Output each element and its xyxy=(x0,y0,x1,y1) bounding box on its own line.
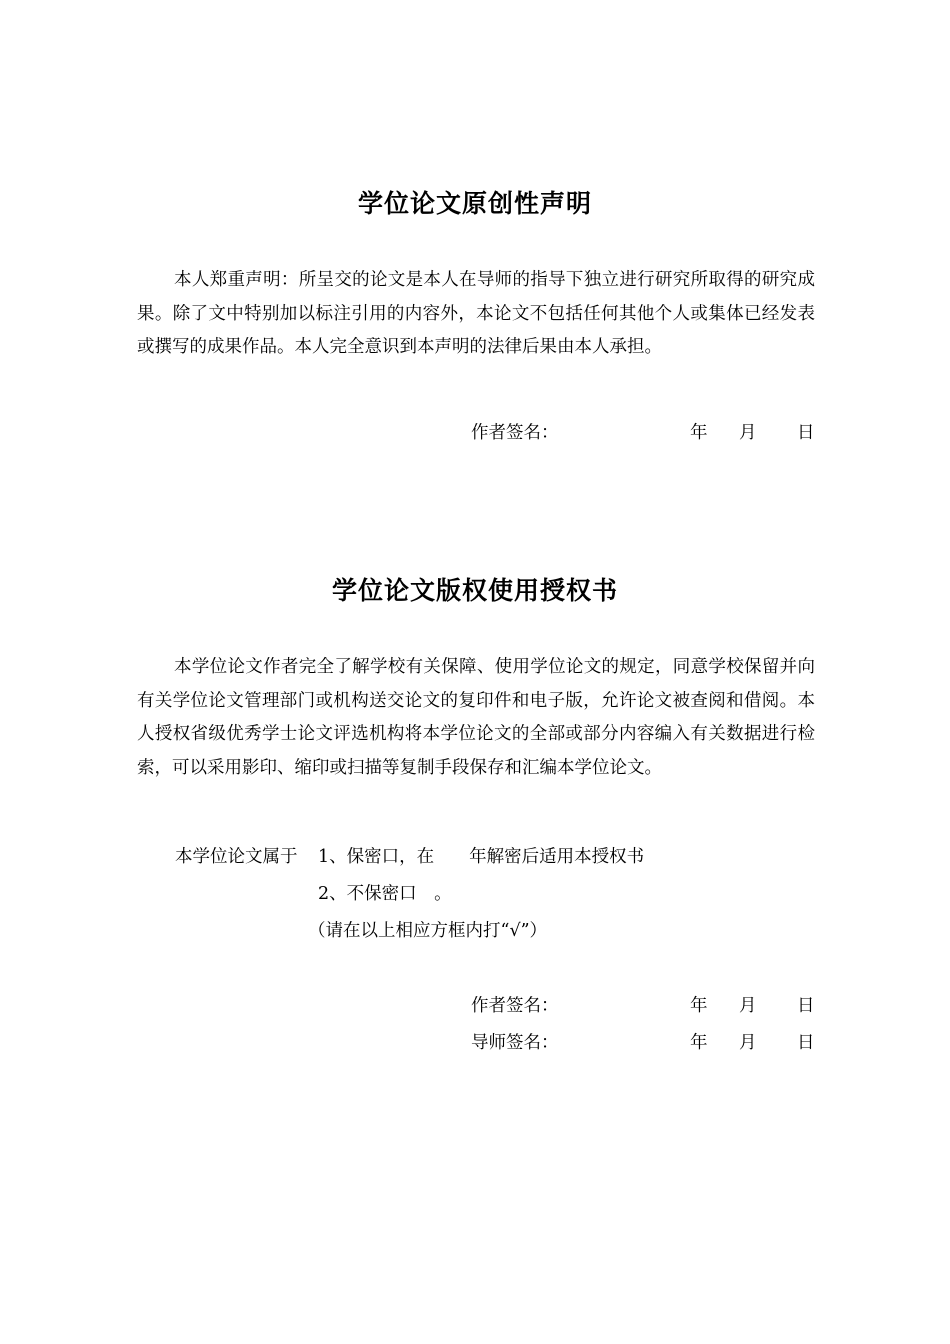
authorization-title: 学位论文版权使用授权书 xyxy=(331,576,618,605)
authorization-author-year-label: 年 xyxy=(690,996,708,1016)
declaration-year-label: 年 xyxy=(690,423,708,443)
authorization-instruction: （请在以上相应方框内打“√”） xyxy=(308,921,548,941)
declaration-body: 本人郑重声明：所呈交的论文是本人在导师的指导下独立进行研究所取得的研究成果。除了文中特别加以标注引用的内容外，本论文不包括任何其他个人或集体已经发表或撰写的成果作品。本人完全意识到本声明的法律后果由本人承担。 xyxy=(137,270,815,357)
authorization-author-signature-label: 作者签名： xyxy=(471,996,559,1016)
authorization-author-month-label: 月 xyxy=(739,996,757,1016)
authorization-supervisor-day-label: 日 xyxy=(797,1033,815,1053)
authorization-supervisor-year-label: 年 xyxy=(690,1033,708,1053)
declaration-day-label: 日 xyxy=(797,423,815,443)
declaration-title: 学位论文原创性声明 xyxy=(357,189,592,218)
declaration-month-label: 月 xyxy=(739,423,757,443)
authorization-body: 本学位论文作者完全了解学校有关保障、使用学位论文的规定，同意学校保留并向有关学位论文管理部门或机构送交论文的复印件和电子版，允许论文被查阅和借阅。本人授权省级优秀学士论文评选机构将本学位论文的全部或部分内容编入有关数据进行检索，可以采用影印、缩印或扫描等复制手段保存和汇编本学位论文。 xyxy=(137,657,815,778)
authorization-supervisor-month-label: 月 xyxy=(739,1033,757,1053)
authorization-supervisor-signature-label: 导师签名： xyxy=(471,1033,559,1053)
authorization-belongs-label: 本学位论文属于 xyxy=(175,847,298,867)
authorization-option-nonconfidential: 2、不保密口 。 xyxy=(318,884,452,904)
authorization-author-day-label: 日 xyxy=(797,996,815,1016)
authorization-option-confidential: 1、保密口，在 年解密后适用本授权书 xyxy=(318,847,645,867)
declaration-author-signature-label: 作者签名： xyxy=(471,423,559,443)
